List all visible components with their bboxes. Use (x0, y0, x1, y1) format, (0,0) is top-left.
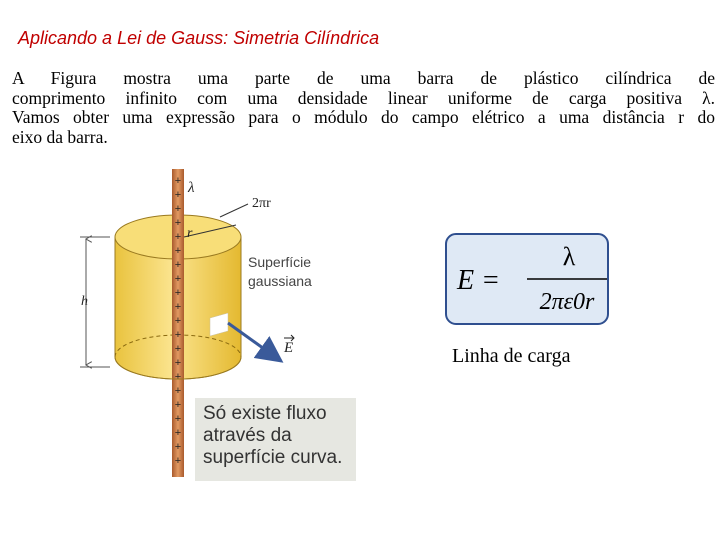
charge-sign: + (174, 203, 182, 215)
formula-denominator: 2πε0r (539, 289, 595, 315)
charge-sign: + (174, 175, 182, 187)
field-label: E (284, 340, 294, 356)
slide-title: Aplicando a Lei de Gauss: Simetria Cilíndrica (18, 28, 380, 48)
formula-box (445, 233, 609, 325)
charge-sign: + (174, 287, 182, 299)
charge-sign: + (174, 217, 182, 229)
flux-note-line: superfície curva. (203, 447, 343, 468)
surface-label: Superfície (248, 254, 312, 270)
charge-sign: + (174, 385, 182, 397)
charge-sign: + (174, 301, 182, 313)
formula-numerator: λ (562, 242, 576, 271)
charge-sign: + (174, 455, 182, 467)
charge-sign: + (174, 245, 182, 257)
paragraph-line: comprimento infinito com uma densidade linear uniforme de carga positiva λ. (12, 87, 715, 108)
line-of-charge-caption: Linha de carga (452, 345, 571, 367)
charge-sign: + (174, 343, 182, 355)
intro-paragraph (12, 69, 715, 147)
charge-sign: + (174, 441, 182, 453)
charge-sign: + (174, 413, 182, 425)
charge-sign: + (174, 371, 182, 383)
paragraph-line: Vamos obter uma expressão para o módulo do campo elétrico a uma distância r do (12, 107, 715, 127)
charge-sign: + (174, 357, 182, 369)
charge-sign: + (174, 273, 182, 285)
charge-sign: + (174, 259, 182, 271)
charge-sign: + (174, 189, 182, 201)
formula (447, 235, 607, 323)
flux-note-line: através da (203, 425, 292, 446)
circumference-label: 2πr (252, 196, 271, 211)
charge-sign: + (174, 329, 182, 341)
charge-sign: + (174, 427, 182, 439)
formula-lhs: E = (457, 265, 500, 296)
paragraph-line: A Figura mostra uma parte de uma barra de plástico cilíndrica de (12, 68, 715, 88)
charge-sign: + (174, 399, 182, 411)
height-label: h (81, 294, 88, 309)
flux-note-line: Só existe fluxo (203, 403, 327, 424)
paragraph-line: eixo da barra. (12, 126, 108, 147)
circumference-leader (220, 204, 248, 217)
surface-label: gaussiana (248, 273, 312, 289)
charge-sign: + (174, 315, 182, 327)
lambda-label: λ (188, 180, 195, 196)
radius-label: r (187, 226, 193, 241)
charge-signs (175, 175, 181, 467)
charge-sign: + (174, 231, 182, 243)
flux-note (195, 398, 356, 481)
